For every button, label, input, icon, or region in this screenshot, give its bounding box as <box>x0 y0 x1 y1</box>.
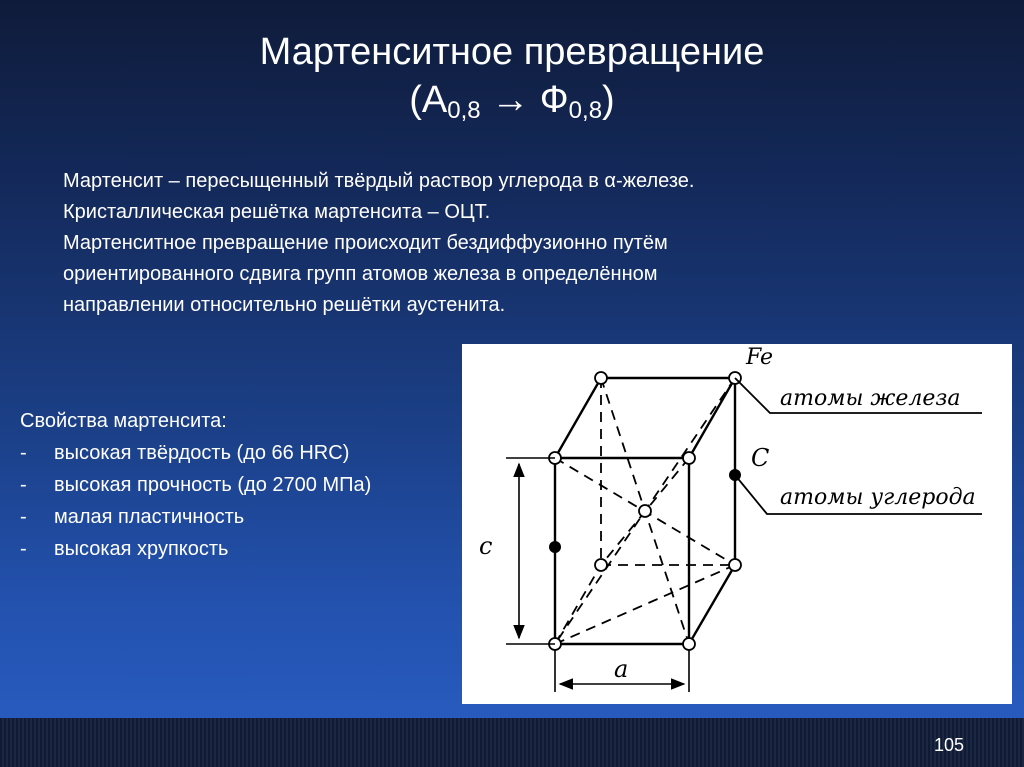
property-item <box>20 437 470 469</box>
iron-atoms <box>549 372 741 650</box>
carbon-atom <box>549 541 561 553</box>
property-text: малая пластичность <box>54 506 245 528</box>
title-line-1: Мартенситное превращение <box>259 31 765 73</box>
intro-paragraph <box>63 166 943 321</box>
intro-line: Мартенситное превращение происходит бездиффузионно путём <box>63 232 668 254</box>
intro-line: ориентированного сдвига групп атомов железа в определённом <box>63 263 658 285</box>
label-carbon-atoms: атомы углерода <box>780 485 976 510</box>
iron-atom <box>595 559 607 571</box>
bct-lattice-figure <box>462 344 1012 704</box>
iron-atom <box>683 638 695 650</box>
title-open: (А <box>409 79 448 121</box>
list-dash: - <box>20 442 27 464</box>
iron-atom <box>729 559 741 571</box>
title-subscript-1: 0,8 <box>447 97 481 124</box>
intro-line: Кристаллическая решётка мартенсита – ОЦТ. <box>63 201 491 223</box>
title-subscript-2: 0,8 <box>568 97 603 124</box>
property-item <box>20 469 470 501</box>
property-text: высокая прочность (до 2700 МПа) <box>54 474 372 496</box>
list-dash: - <box>20 474 27 496</box>
property-text: высокая хрупкость <box>54 538 229 560</box>
title-line-2 <box>0 76 1024 135</box>
dimension-lines <box>506 458 689 692</box>
title-close: ) <box>602 79 615 121</box>
title-arrow: → Ф <box>480 79 569 121</box>
slide-title <box>0 28 1024 135</box>
list-dash: - <box>20 506 27 528</box>
property-text: высокая твёрдость (до 66 HRC) <box>54 442 350 464</box>
page-number: 105 <box>933 735 964 755</box>
list-dash: - <box>20 538 27 560</box>
property-item <box>20 533 470 565</box>
iron-atom <box>595 372 607 384</box>
intro-line: направлении относительно решётки аустенита. <box>63 294 506 316</box>
label-c-axis: c <box>479 532 493 560</box>
label-fe: Fe <box>746 345 774 370</box>
label-iron-atoms: атомы железа <box>780 386 961 411</box>
iron-atom <box>683 452 695 464</box>
intro-line: Мартенсит – пересыщенный твёрдый раствор углерода в α-железе. <box>63 170 695 192</box>
footer-band <box>0 718 1024 767</box>
label-c: C <box>751 444 770 472</box>
bct-lattice-diagram <box>462 344 1012 704</box>
iron-atom-center <box>639 505 651 517</box>
label-a-axis: a <box>614 655 629 683</box>
properties-list <box>20 405 470 565</box>
property-item <box>20 501 470 533</box>
properties-heading: Свойства мартенсита: <box>20 410 227 432</box>
